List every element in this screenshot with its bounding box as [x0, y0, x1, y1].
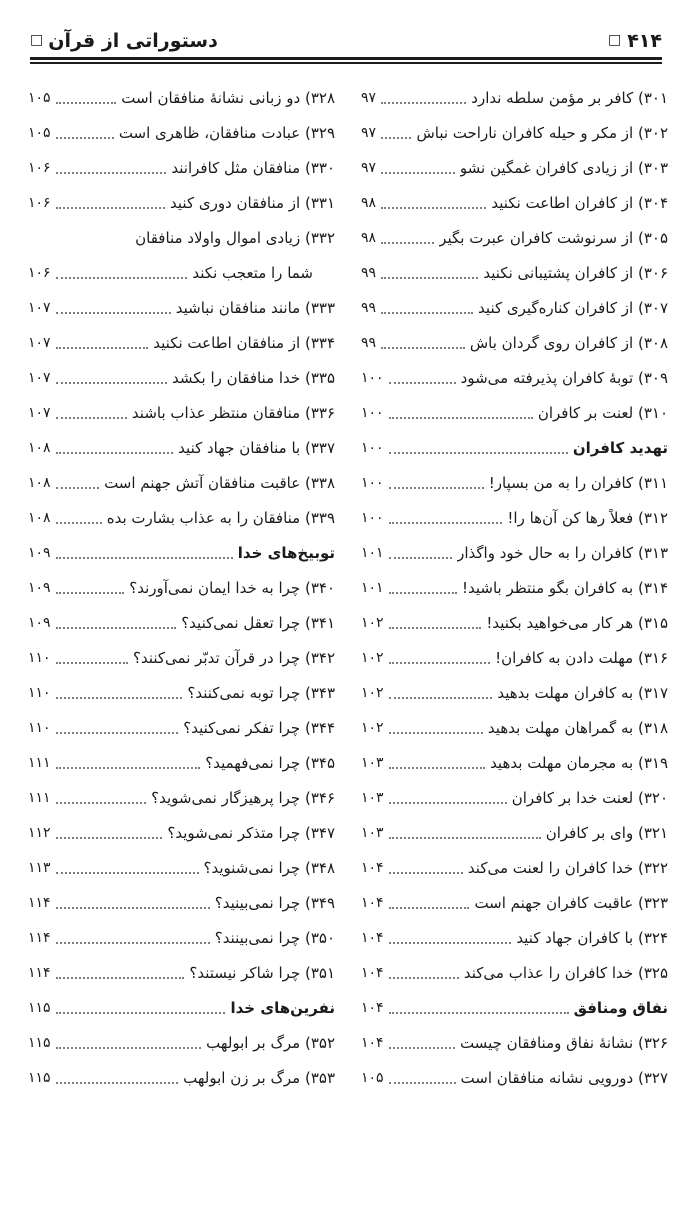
toc-entry-row	[361, 325, 668, 360]
toc-entry-row	[28, 850, 335, 885]
toc-entry-title: ۳۰۵) از سرنوشت کافران عبرت بگیر	[439, 228, 668, 247]
toc-entry-page-number: ۱۰۶	[28, 264, 51, 281]
toc-entry-row	[28, 185, 335, 220]
dotted-leader	[56, 977, 185, 979]
toc-entry-title: ۳۲۱) وای بر کافران	[545, 823, 668, 842]
table-of-contents	[0, 64, 700, 1095]
page-number: ۴۱۴	[627, 30, 662, 52]
toc-entry-row	[28, 745, 335, 780]
page-number-ornament-square-icon: □	[607, 32, 623, 48]
toc-entry-page-number: ۱۰۸	[28, 509, 51, 526]
dotted-leader	[389, 977, 459, 979]
dotted-leader	[56, 837, 163, 839]
toc-entry-row	[361, 1025, 668, 1060]
dotted-leader	[389, 662, 491, 664]
toc-entry-row	[361, 465, 668, 500]
toc-entry-row	[361, 710, 668, 745]
dotted-leader	[56, 1047, 202, 1049]
toc-entry-row	[361, 185, 668, 220]
toc-entry-page-number: ۱۰۱	[361, 579, 384, 596]
toc-entry-title: ۳۲۲) خدا کافران را لعنت می‌کند	[467, 858, 668, 877]
dotted-leader	[56, 347, 149, 349]
running-head	[0, 0, 700, 52]
dotted-leader	[381, 102, 466, 104]
toc-entry-page-number: ۱۰۹	[28, 579, 51, 596]
toc-entry-row	[361, 360, 668, 395]
toc-entry-title: ۳۴۵) چرا نمی‌فهمید؟	[205, 753, 335, 772]
dotted-leader	[56, 662, 128, 664]
dotted-leader	[389, 592, 457, 594]
toc-entry-row	[28, 570, 335, 605]
toc-entry-row	[361, 850, 668, 885]
toc-entry-row	[361, 80, 668, 115]
toc-section-row	[361, 990, 668, 1025]
dotted-leader	[389, 557, 453, 559]
toc-entry-row	[361, 395, 668, 430]
title-ornament-square-icon: □	[30, 32, 44, 48]
dotted-leader	[56, 767, 201, 769]
toc-entry-page-number: ۱۰۰	[361, 439, 384, 456]
dotted-leader	[56, 872, 199, 874]
toc-entry-title: ۳۱۴) به کافران بگو منتظر باشید!	[461, 578, 668, 597]
header-double-rule	[30, 57, 662, 64]
toc-entry-page-number: ۱۰۳	[361, 789, 384, 806]
toc-entry-row	[28, 115, 335, 150]
toc-entry-row	[28, 1060, 335, 1095]
toc-entry-title: ۳۴۰) چرا به خدا ایمان نمی‌آورند؟	[129, 578, 335, 597]
dotted-leader	[56, 207, 165, 209]
dotted-leader	[381, 172, 455, 174]
toc-entry-row	[361, 115, 668, 150]
toc-entry-title: ۳۴۷) چرا متذکر نمی‌شوید؟	[167, 823, 335, 842]
dotted-leader	[381, 242, 434, 244]
toc-entry-page-number: ۱۱۵	[28, 1034, 51, 1051]
toc-entry-row	[28, 780, 335, 815]
dotted-leader	[389, 802, 507, 804]
toc-entry-page-number: ۱۱۱	[28, 789, 51, 806]
toc-section-row	[361, 430, 668, 465]
page-number-block	[608, 30, 662, 52]
book-title: دستوراتی از قرآن	[48, 30, 218, 52]
toc-entry-title: ۳۳۰) منافقان مثل کافرانند	[171, 158, 335, 177]
toc-entry-page-number: ۱۱۰	[28, 684, 51, 701]
toc-section-title: نفاق ومنافق	[573, 998, 668, 1017]
toc-column-second	[28, 80, 335, 1095]
toc-entry-page-number: ۱۰۰	[361, 474, 384, 491]
dotted-leader	[381, 347, 465, 349]
toc-entry-row	[28, 395, 335, 430]
toc-entry-row	[361, 955, 668, 990]
dotted-leader	[389, 872, 463, 874]
toc-entry-page-number: ۱۱۲	[28, 824, 51, 841]
dotted-leader	[389, 697, 493, 699]
toc-entry-page-number: ۱۰۱	[361, 544, 384, 561]
dotted-leader	[56, 417, 127, 419]
toc-entry-page-number: ۱۱۵	[28, 1069, 51, 1086]
toc-entry-row	[28, 815, 335, 850]
toc-entry-title: ۳۰۲) از مکر و حیله کافران ناراحت نباش	[416, 123, 668, 142]
toc-entry-row	[28, 80, 335, 115]
toc-entry-row	[361, 605, 668, 640]
toc-entry-page-number: ۱۰۴	[361, 964, 384, 981]
toc-entry-title: ۳۰۴) از کافران اطاعت نکنید	[491, 193, 668, 212]
toc-entry-row	[28, 920, 335, 955]
toc-entry-title: ۳۰۸) از کافران روی گردان باش	[469, 333, 668, 352]
toc-entry-page-number: ۹۷	[361, 89, 377, 106]
toc-entry-title: ۳۱۲) فعلاً رها کن آن‌ها را!	[507, 508, 668, 527]
toc-entry-page-number: ۱۰۴	[361, 894, 384, 911]
toc-entry-title: ۳۲۹) عبادت منافقان، ظاهری است	[118, 123, 335, 142]
toc-entry-page-number: ۱۰۲	[361, 614, 384, 631]
toc-entry-title: ۳۵۱) چرا شاکر نیستند؟	[189, 963, 335, 982]
toc-entry-title: ۳۰۹) توبهٔ کافران پذیرفته می‌شود	[460, 368, 668, 387]
toc-entry-title: ۳۴۹) چرا نمی‌بینید؟	[214, 893, 335, 912]
toc-entry-title: ۳۰۳) از زیادی کافران غمگین نشو	[459, 158, 668, 177]
toc-entry-title: ۳۲۶) نشانهٔ نفاق ومنافقان چیست	[459, 1033, 668, 1052]
toc-entry-page-number: ۱۰۸	[28, 474, 51, 491]
toc-entry-page-number: ۱۰۹	[28, 614, 51, 631]
toc-entry-page-number: ۱۱۰	[28, 649, 51, 666]
toc-entry-row	[361, 535, 668, 570]
dotted-leader	[56, 697, 183, 699]
dotted-leader	[389, 1012, 569, 1014]
toc-entry-title: ۳۳۶) منافقان منتظر عذاب باشند	[131, 403, 335, 422]
toc-entry-row	[361, 675, 668, 710]
toc-entry-title: ۳۱۸) به گمراهان مهلت بدهید	[487, 718, 668, 737]
toc-entry-row	[361, 885, 668, 920]
toc-entry-page-number: ۹۸	[361, 229, 377, 246]
toc-entry-page-number: ۱۰۵	[28, 124, 51, 141]
toc-entry-row	[361, 920, 668, 955]
dotted-leader	[381, 312, 473, 314]
toc-entry-title: ۳۴۸) چرا نمی‌شنوید؟	[203, 858, 335, 877]
toc-entry-title: ۳۳۷) با منافقان جهاد کنید	[178, 438, 335, 457]
toc-entry-row	[28, 885, 335, 920]
toc-entry-row	[28, 955, 335, 990]
toc-entry-page-number: ۱۰۹	[28, 544, 51, 561]
toc-entry-title: شما را متعجب نکند	[192, 263, 313, 282]
dotted-leader	[381, 207, 486, 209]
dotted-leader	[56, 487, 100, 489]
toc-entry-title: ۳۱۷) به کافران مهلت بدهید	[497, 683, 668, 702]
toc-entry-row	[361, 500, 668, 535]
dotted-leader	[389, 627, 482, 629]
toc-section-row	[28, 990, 335, 1025]
dotted-leader	[389, 837, 541, 839]
dotted-leader	[56, 627, 177, 629]
toc-entry-page-number: ۱۰۲	[361, 684, 384, 701]
dotted-leader	[381, 137, 411, 139]
dotted-leader	[56, 1082, 179, 1084]
toc-entry-row	[28, 605, 335, 640]
toc-entry-title: ۳۱۹) به مجرمان مهلت بدهید	[490, 753, 668, 772]
toc-entry-row	[28, 220, 335, 255]
toc-entry-page-number: ۱۱۴	[28, 929, 51, 946]
toc-entry-page-number: ۱۰۰	[361, 404, 384, 421]
toc-entry-page-number: ۱۱۳	[28, 859, 51, 876]
toc-entry-row	[361, 150, 668, 185]
dotted-leader	[389, 767, 486, 769]
toc-column-first	[361, 80, 668, 1095]
toc-entry-page-number: ۱۱۴	[28, 894, 51, 911]
toc-entry-row	[28, 430, 335, 465]
dotted-leader	[389, 1047, 455, 1049]
toc-section-title: نفرین‌های خدا	[230, 998, 335, 1017]
dotted-leader	[389, 487, 484, 489]
dotted-leader	[56, 907, 210, 909]
toc-entry-title: ۳۲۳) عاقبت کافران جهنم است	[474, 893, 668, 912]
toc-entry-page-number: ۱۰۴	[361, 859, 384, 876]
dotted-leader	[56, 802, 147, 804]
toc-entry-row	[28, 465, 335, 500]
dotted-leader	[56, 452, 174, 454]
toc-entry-title: ۳۱۵) هر کار می‌خواهید بکنید!	[486, 613, 668, 632]
toc-entry-row	[361, 1060, 668, 1095]
toc-entry-title: ۳۵۳) مرگ بر زن ابولهب	[183, 1068, 335, 1087]
toc-section-title: تهدید کافران	[572, 438, 668, 457]
toc-entry-page-number: ۱۰۷	[28, 299, 51, 316]
dotted-leader	[381, 277, 478, 279]
toc-entry-title: ۳۴۳) چرا توبه نمی‌کنند؟	[187, 683, 335, 702]
dotted-leader	[56, 382, 167, 384]
toc-entry-page-number: ۹۹	[361, 299, 377, 316]
dotted-leader	[389, 732, 483, 734]
toc-entry-page-number: ۹۷	[361, 124, 377, 141]
toc-entry-row	[28, 325, 335, 360]
toc-entry-title: ۳۲۵) خدا کافران را عذاب می‌کند	[463, 963, 668, 982]
toc-entry-page-number: ۹۹	[361, 264, 377, 281]
toc-entry-page-number: ۱۰۷	[28, 404, 51, 421]
toc-entry-page-number: ۱۰۴	[361, 1034, 384, 1051]
toc-entry-row	[361, 640, 668, 675]
dotted-leader	[56, 102, 117, 104]
toc-entry-row	[361, 780, 668, 815]
toc-entry-title: ۳۳۵) خدا منافقان را بکشد	[171, 368, 335, 387]
toc-entry-title: ۳۱۰) لعنت بر کافران	[537, 403, 668, 422]
toc-entry-row	[28, 150, 335, 185]
toc-entry-title: ۳۳۸) عاقبت منافقان آتش جهنم است	[104, 473, 335, 492]
toc-entry-page-number: ۱۰۸	[28, 439, 51, 456]
toc-entry-title: ۳۰۷) از کافران کناره‌گیری کنید	[478, 298, 668, 317]
toc-entry-row	[361, 255, 668, 290]
dotted-leader	[56, 137, 114, 139]
dotted-leader	[389, 522, 503, 524]
toc-entry-title: ۳۴۲) چرا در قرآن تدبّر نمی‌کنند؟	[132, 648, 335, 667]
toc-entry-row	[361, 815, 668, 850]
dotted-leader	[389, 452, 568, 454]
toc-entry-title: ۳۴۶) چرا پرهیزگار نمی‌شوید؟	[151, 788, 335, 807]
toc-entry-row	[28, 1025, 335, 1060]
toc-section-title: توبیخ‌های خدا	[237, 543, 335, 562]
toc-entry-page-number: ۱۰۳	[361, 824, 384, 841]
toc-entry-row	[361, 745, 668, 780]
toc-entry-row	[28, 255, 335, 290]
toc-entry-row	[28, 710, 335, 745]
dotted-leader	[389, 942, 512, 944]
toc-entry-page-number: ۹۸	[361, 194, 377, 211]
dotted-leader	[389, 907, 470, 909]
toc-entry-row	[28, 290, 335, 325]
dotted-leader	[56, 522, 102, 524]
toc-section-row	[28, 535, 335, 570]
dotted-leader	[56, 172, 167, 174]
toc-entry-page-number: ۱۰۲	[361, 719, 384, 736]
toc-entry-title: ۳۲۰) لعنت خدا بر کافران	[511, 788, 668, 807]
toc-entry-title: ۳۳۳) مانند منافقان نباشید	[175, 298, 335, 317]
toc-entry-row	[28, 675, 335, 710]
toc-entry-row	[28, 360, 335, 395]
dotted-leader	[56, 312, 171, 314]
toc-entry-title: ۳۱۶) مهلت دادن به کافران!	[495, 648, 668, 667]
toc-entry-page-number: ۱۰۷	[28, 334, 51, 351]
toc-entry-title: ۳۳۹) منافقان را به عذاب بشارت بده	[106, 508, 335, 527]
toc-entry-title: ۳۰۶) از کافران پشتیبانی نکنید	[483, 263, 668, 282]
toc-entry-title: ۳۴۴) چرا تفکر نمی‌کنید؟	[183, 718, 335, 737]
dotted-leader	[56, 1012, 226, 1014]
toc-entry-page-number: ۹۷	[361, 159, 377, 176]
toc-entry-page-number: ۱۱۰	[28, 719, 51, 736]
toc-entry-row	[361, 570, 668, 605]
toc-entry-title: ۳۴۱) چرا تعقل نمی‌کنید؟	[181, 613, 335, 632]
toc-entry-page-number: ۱۰۲	[361, 649, 384, 666]
toc-entry-page-number: ۱۰۴	[361, 929, 384, 946]
toc-entry-title: ۳۲۷) دورویی نشانه منافقان است	[460, 1068, 668, 1087]
dotted-leader	[56, 557, 233, 559]
toc-entry-page-number: ۱۱۵	[28, 999, 51, 1016]
toc-entry-title: ۳۳۴) از منافقان اطاعت نکنید	[153, 333, 335, 352]
toc-entry-row	[361, 290, 668, 325]
book-title-block	[30, 30, 218, 52]
toc-entry-title: ۳۱۳) کافران را به حال خود واگذار	[457, 543, 668, 562]
toc-entry-title: ۳۲۴) با کافران جهاد کنید	[516, 928, 668, 947]
dotted-leader	[56, 592, 125, 594]
toc-entry-page-number: ۱۰۰	[361, 369, 384, 386]
toc-entry-page-number: ۱۱۴	[28, 964, 51, 981]
toc-entry-title: ۳۲۸) دو زبانی نشانهٔ منافقان است	[121, 88, 335, 107]
toc-entry-page-number: ۱۰۶	[28, 159, 51, 176]
toc-entry-title: ۳۵۰) چرا نمی‌بینند؟	[214, 928, 335, 947]
toc-entry-page-number: ۱۰۰	[361, 509, 384, 526]
toc-entry-page-number: ۹۹	[361, 334, 377, 351]
toc-entry-page-number: ۱۰۵	[361, 1069, 384, 1086]
toc-entry-title: ۳۳۱) از منافقان دوری کنید	[170, 193, 335, 212]
toc-entry-page-number: ۱۱۱	[28, 754, 51, 771]
toc-entry-page-number: ۱۰۴	[361, 999, 384, 1016]
toc-entry-title: ۳۳۲) زیادی اموال واولاد منافقان	[135, 228, 335, 247]
dotted-leader	[389, 1082, 456, 1084]
dotted-leader	[56, 942, 210, 944]
toc-entry-title: ۳۱۱) کافران را به من بسپار!	[488, 473, 668, 492]
toc-entry-page-number: ۱۰۳	[361, 754, 384, 771]
toc-entry-page-number: ۱۰۷	[28, 369, 51, 386]
dotted-leader	[56, 732, 179, 734]
toc-entry-row	[361, 220, 668, 255]
toc-entry-page-number: ۱۰۵	[28, 89, 51, 106]
toc-entry-title: ۳۵۲) مرگ بر ابولهب	[206, 1033, 335, 1052]
dotted-leader	[56, 277, 188, 279]
toc-entry-row	[28, 640, 335, 675]
toc-entry-title: ۳۰۱) کافر بر مؤمن سلطه ندارد	[471, 88, 668, 107]
toc-entry-row	[28, 500, 335, 535]
dotted-leader	[389, 382, 456, 384]
toc-entry-page-number: ۱۰۶	[28, 194, 51, 211]
dotted-leader	[389, 417, 533, 419]
